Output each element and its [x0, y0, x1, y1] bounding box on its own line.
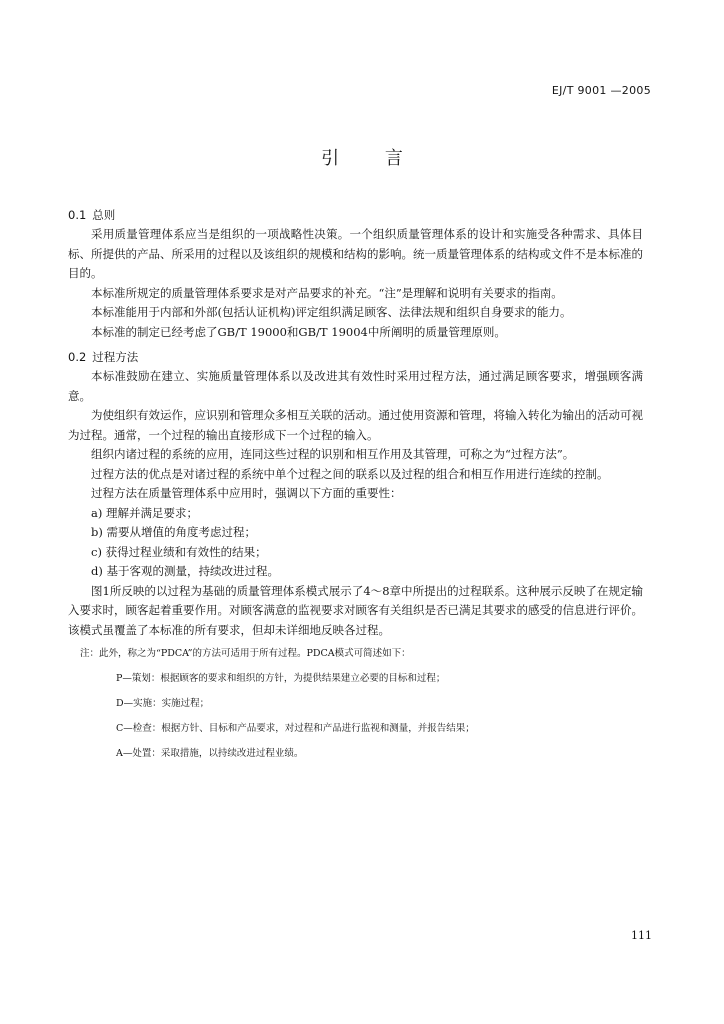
page-title: 引 言 [321, 148, 423, 169]
paragraph: 组织内诸过程的系统的应用，连同这些过程的识别和相互作用及其管理，可称之为“过程方法”。 [91, 447, 575, 461]
section-title: 过程方法 [92, 350, 139, 364]
standard-code: EJ/T 9001 —2005 [551, 84, 651, 97]
note-item: D—实施：实施过程； [116, 698, 210, 709]
list-item: d) 基于客观的测量，持续改进过程。 [91, 564, 280, 578]
paragraph: 本标准的制定已经考虑了GB/T 19000和GB/T 19004中所阐明的质量管理原则。 [91, 324, 506, 339]
section-number: 0.1 [68, 208, 87, 222]
main-content [68, 206, 643, 763]
paragraph: 采用质量管理体系应当是组织的一项战略性决策。一个组织质量管理体系的设计和实施受各种需求、具体目标、所提供的产品、所采用的过程以及该组织的规模和结构的影响。统一质量管理体系的结构或文件不是本标准的目的。 [68, 227, 643, 280]
note-item: C—检查：根据方针、目标和产品要求，对过程和产品进行监视和测量，并报告结果； [116, 723, 475, 734]
list-item: c) 获得过程业绩和有效性的结果； [91, 544, 267, 559]
paragraph: 过程方法在质量管理体系中应用时，强调以下方面的重要性： [91, 486, 402, 500]
paragraph: 过程方法的优点是对诸过程的系统中单个过程之间的联系以及过程的组合和相互作用进行连续的控制。 [91, 466, 609, 481]
page-number: 111 [631, 929, 652, 942]
list-item: b) 需要从增值的角度考虑过程； [91, 525, 257, 539]
paragraph: 本标准能用于内部和外部(包括认证机构)评定组织满足顾客、法律法规和组织自身要求的能力。 [91, 305, 572, 319]
section-heading-process-approach [68, 348, 643, 367]
paragraph: 图1所反映的以过程为基础的质量管理体系模式展示了4～8章中所提出的过程联系。这种展示反映了在规定输入要求时，顾客起着重要作用。对顾客满意的监视要求对顾客有关组织是否已满足其要求的感受的信息进行评价。该模式虽覆盖了本标准的所有要求，但却未详细地反映各过程。 [68, 583, 643, 637]
note-item: P—策划：根据顾客的要求和组织的方针，为提供结果建立必要的目标和过程； [116, 673, 446, 684]
section-heading-general [68, 206, 643, 225]
note-intro: 注：此外，称之为“PDCA”的方法可适用于所有过程。PDCA模式可简述如下： [80, 648, 411, 659]
paragraph: 本标准所规定的质量管理体系要求是对产品要求的补充。“注”是理解和说明有关要求的指南。 [91, 285, 563, 300]
note-item: A—处置：采取措施，以持续改进过程业绩。 [116, 748, 304, 759]
paragraph: 本标准鼓励在建立、实施质量管理体系以及改进其有效性时采用过程方法，通过满足顾客要求，增强顾客满意。 [68, 369, 643, 403]
note-block [68, 644, 643, 763]
list-item: a) 理解并满足要求； [91, 505, 198, 520]
section-number: 0.2 [68, 350, 87, 364]
section-title: 总则 [92, 208, 116, 222]
paragraph: 为使组织有效运作，应识别和管理众多相互关联的活动。通过使用资源和管理，将输入转化为输出的活动可视为过程。通常，一个过程的输出直接形成下一个过程的输入。 [68, 408, 643, 442]
